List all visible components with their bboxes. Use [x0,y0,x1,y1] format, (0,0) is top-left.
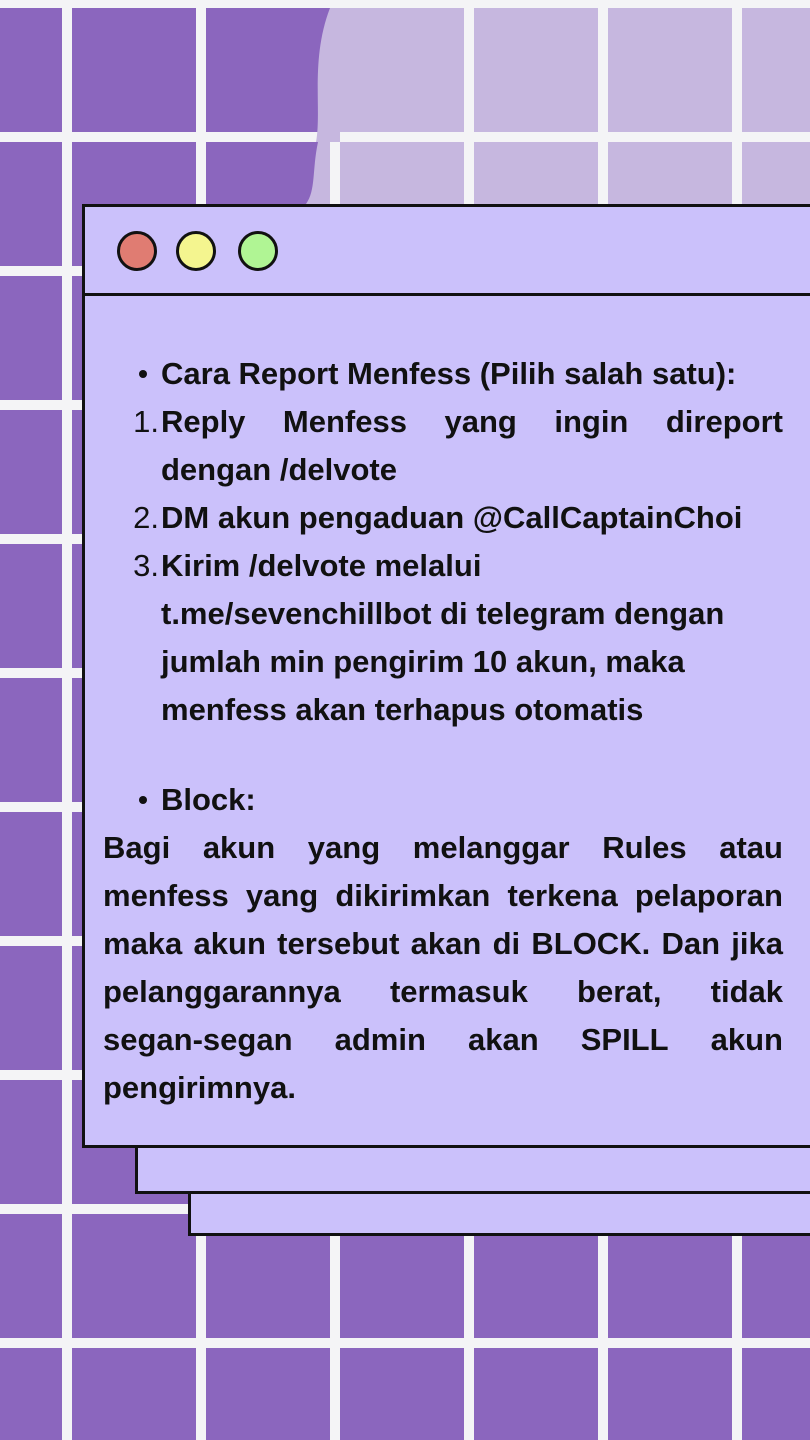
word: Rules [602,830,687,865]
purple-tile [72,1348,196,1440]
word: tersebut [277,926,400,961]
word: dikirimkan [335,878,491,913]
purple-tile [0,1214,62,1338]
word: pelaporan [634,878,783,913]
purple-tile [0,1348,62,1440]
word: Reply [161,404,246,439]
word: SPILL [580,1022,669,1057]
word: berat, [577,974,662,1009]
word: akun [193,926,266,961]
purple-tile [0,678,62,802]
word: admin [334,1022,426,1057]
window-card [82,204,810,1148]
list-number: 1. [133,404,159,439]
purple-tile [72,8,196,132]
purple-tile [72,1214,196,1338]
light-tile [474,8,598,132]
block-paragraph-line [103,968,783,1016]
list-number: 2. [133,500,159,535]
word: ingin [554,404,629,439]
word: di [492,926,521,961]
light-tile [608,8,732,132]
word: pelanggarannya [103,974,341,1009]
purple-tile [0,276,62,400]
list-item-1-line-2: dengan /delvote [161,452,397,487]
word: termasuk [389,974,528,1009]
word: Bagi [103,830,171,865]
word: segan-segan [103,1022,293,1057]
list-item-3-line-1: Kirim /delvote melalui [161,548,482,583]
bullet-dot [139,370,147,378]
list-item-3-line-2: t.me/sevenchillbot di telegram dengan [161,596,725,631]
word: maka [103,926,183,961]
light-tile [340,8,464,132]
purple-tile [340,1348,464,1440]
purple-tile [0,812,62,936]
block-paragraph-line [103,872,783,920]
word: yang [444,404,517,439]
word: Dan [661,926,721,961]
purple-tile [0,142,62,266]
block-paragraph-line [103,1016,783,1064]
block-paragraph-last-line: pengirimnya. [103,1070,296,1105]
light-tile [742,8,810,132]
word: akan [467,1022,539,1057]
report-heading: Cara Report Menfess (Pilih salah satu): [161,356,737,391]
purple-tile [742,1348,810,1440]
word: akan [410,926,482,961]
block-paragraph-line [103,824,783,872]
purple-tile [206,8,330,132]
purple-tile [608,1348,732,1440]
word: BLOCK. [531,926,651,961]
word: menfess [103,878,229,913]
word: terkena [507,878,618,913]
word: tidak [710,974,783,1009]
purple-tile [206,1348,330,1440]
word: yang [245,878,319,913]
word: direport [665,404,783,439]
purple-tile [0,410,62,534]
word: yang [307,830,381,865]
word: akun [202,830,276,865]
block-paragraph-line [103,920,783,968]
bullet-dot [139,796,147,804]
list-number: 3. [133,548,159,583]
window-content [85,207,810,1151]
word: jika [731,926,783,961]
block-heading: Block: [161,782,256,817]
purple-tile [0,544,62,668]
word: Menfess [282,404,407,439]
purple-tile [0,946,62,1070]
word: akun [710,1022,783,1057]
purple-tile [474,1348,598,1440]
purple-tile [0,8,62,132]
list-item-1-line-1 [161,398,783,446]
purple-tile [0,1080,62,1204]
word: melanggar [412,830,570,865]
word: atau [719,830,783,865]
list-item-3-line-3: jumlah min pengirim 10 akun, maka [161,644,685,679]
list-item-3-line-4: menfess akan terhapus otomatis [161,692,644,727]
list-item-2-line-1: DM akun pengaduan @CallCaptainChoi [161,500,743,535]
